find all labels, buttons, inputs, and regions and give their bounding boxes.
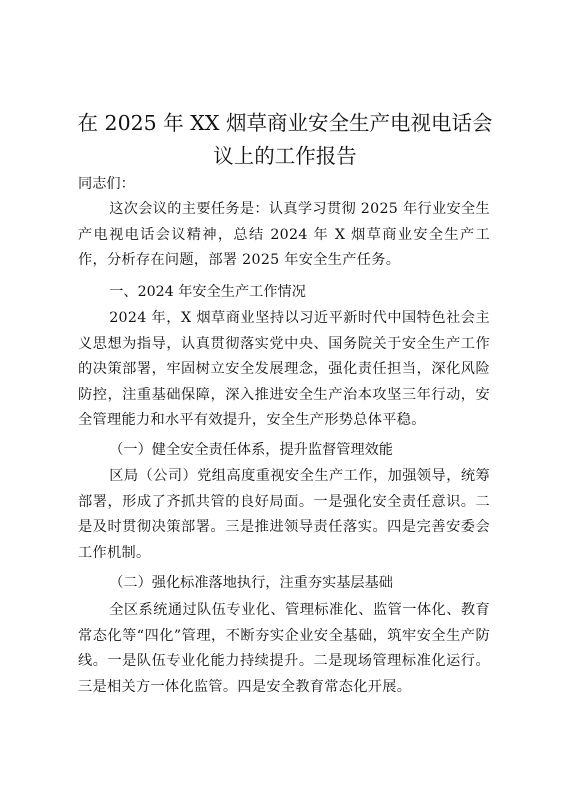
document-title-line-2: 议上的工作报告 [213,144,357,168]
document-title-line-1: 在 2025 年 XX 烟草商业安全生产电视电话会 [77,111,493,135]
section-heading-1: 一、2024 年安全生产工作情况 [109,284,306,300]
section-1-paragraph: 2024 年，X 烟草商业坚持以习近平新时代中国特色社会主义思想为指导，认真贯彻落实党中央、国务院关于安全生产工作的决策部署，牢固树立安全发展理念，强化责任担当，深化风险防控，注重基础保障，深入推进安全生产治本攻坚三年行动，安全管理能力和水平有效提升，安全生产形势总体平稳。 [78,310,490,429]
subsection-2-paragraph: 全区系统通过队伍专业化、管理标准化、监管一体化、教育常态化等“四化”管理，不断夯实企业安全基础，筑牢安全生产防线。一是队伍专业化能力持续提升。二是现场管理标准化运行。三是相关方一体化监管。四是安全教育常态化开展。 [78,602,490,695]
subsection-heading-1: （一）健全安全责任体系，提升监督管理效能 [109,442,393,458]
subsection-heading-2: （二）强化标准落地执行，注重夯实基层基础 [109,575,393,591]
salutation: 同志们： [78,176,135,192]
subsection-1-paragraph: 区局（公司）党组高度重视安全生产工作，加强领导，统筹部署，形成了齐抓共管的良好局面。一是强化安全责任意识。二是及时贯彻决策部署。三是推进领导责任落实。四是完善安委会工作机制。 [78,468,490,561]
intro-paragraph: 这次会议的主要任务是：认真学习贯彻 2025 年行业安全生产电视电话会议精神，总结 2024 年 X 烟草商业安全生产工作，分析存在问题，部署 2025 年安全生产任务。 [78,201,490,269]
